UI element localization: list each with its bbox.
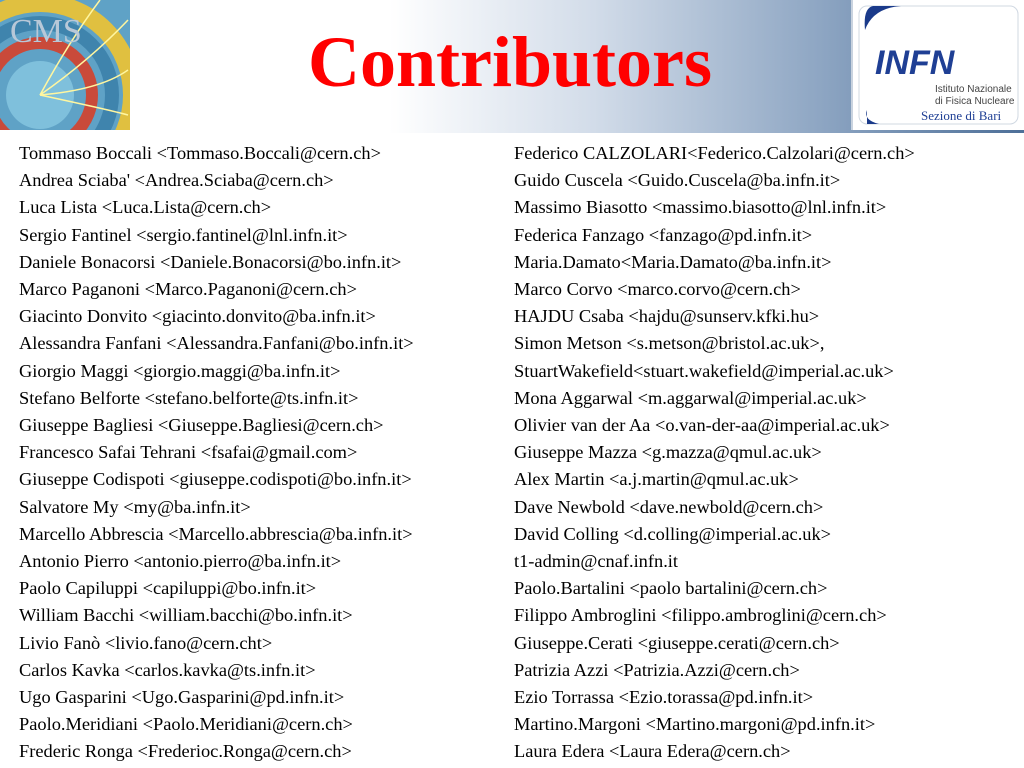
contributor-entry: StuartWakefield<stuart.wakefield@imperial.ac.uk>	[514, 360, 894, 381]
contributor-entry: Giuseppe Mazza <g.mazza@qmul.ac.uk>	[514, 442, 822, 463]
contributor-entry: Guido Cuscela <Guido.Cuscela@ba.infn.it>	[514, 170, 841, 191]
contributor-entry: Alex Martin <a.j.martin@qmul.ac.uk>	[514, 469, 799, 490]
contributor-entry: Giuseppe.Cerati <giuseppe.cerati@cern.ch>	[514, 632, 840, 653]
contributor-entry: Marco Paganoni <Marco.Paganoni@cern.ch>	[19, 279, 357, 300]
infn-logo-graphic	[853, 0, 1024, 130]
svg-text:Istituto Nazionale: Istituto Nazionale	[935, 84, 1012, 95]
contributor-entry: Maria.Damato<Maria.Damato@ba.infn.it>	[514, 251, 832, 272]
contributor-entry: Frederic Ronga <Frederioc.Ronga@cern.ch>	[19, 741, 352, 762]
contributor-entry: t1-admin@cnaf.infn.it	[514, 551, 679, 572]
contributor-entry: Mona Aggarwal <m.aggarwal@imperial.ac.uk>	[514, 387, 867, 408]
contributor-entry: Federico CALZOLARI<Federico.Calzolari@cern.ch>	[514, 143, 915, 163]
contributor-entry: HAJDU Csaba <hajdu@sunserv.kfki.hu>	[514, 306, 820, 327]
contributor-entry: Paolo.Bartalini <paolo bartalini@cern.ch>	[514, 578, 828, 599]
contributor-entry: Andrea Sciaba' <Andrea.Sciaba@cern.ch>	[19, 170, 334, 191]
contributor-entry: Livio Fanò <livio.fano@cern.cht>	[19, 632, 273, 653]
contributor-entry: Paolo Capiluppi <capiluppi@bo.infn.it>	[19, 578, 317, 599]
contributor-entry: Dave Newbold <dave.newbold@cern.ch>	[514, 496, 824, 517]
contributor-entry: Carlos Kavka <carlos.kavka@ts.infn.it>	[19, 659, 316, 680]
contributor-entry: Francesco Safai Tehrani <fsafai@gmail.com>	[19, 442, 358, 463]
svg-text:Sezione di Bari: Sezione di Bari	[921, 108, 1002, 123]
contributor-entry: Giacinto Donvito <giacinto.donvito@ba.infn.it>	[19, 306, 376, 327]
infn-logo	[851, 0, 1024, 130]
contributor-entry: Sergio Fantinel <sergio.fantinel@lnl.infn.it>	[19, 224, 348, 245]
contributor-entry: Marco Corvo <marco.corvo@cern.ch>	[514, 279, 801, 300]
contributor-entry: David Colling <d.colling@imperial.ac.uk>	[514, 523, 832, 544]
page-title: Contributors	[307, 22, 712, 102]
contributor-entry: Paolo.Meridiani <Paolo.Meridiani@cern.ch>	[19, 714, 353, 735]
contributor-entry: Tommaso Boccali <Tommaso.Boccali@cern.ch>	[19, 143, 381, 163]
contributor-entry: Marcello Abbrescia <Marcello.abbrescia@ba.infn.it>	[19, 523, 413, 544]
cms-logo	[0, 0, 130, 130]
svg-text:INFN: INFN	[875, 44, 955, 82]
cms-logo-graphic	[0, 0, 130, 130]
slide-header	[0, 0, 1024, 133]
contributor-entry: Alessandra Fanfani <Alessandra.Fanfani@bo.infn.it>	[19, 333, 414, 354]
contributor-entry: Giorgio Maggi <giorgio.maggi@ba.infn.it>	[19, 360, 341, 381]
contributor-entry: Laura Edera <Laura Edera@cern.ch>	[514, 741, 791, 762]
contributors-right-column	[514, 140, 915, 766]
contributor-entry: Daniele Bonacorsi <Daniele.Bonacorsi@bo.infn.it>	[19, 251, 402, 272]
contributor-entry: William Bacchi <william.bacchi@bo.infn.it>	[19, 605, 353, 626]
contributor-entry: Giuseppe Codispoti <giuseppe.codispoti@bo.infn.it>	[19, 469, 412, 490]
contributor-entry: Martino.Margoni <Martino.margoni@pd.infn.it>	[514, 714, 876, 735]
contributor-entry: Stefano Belforte <stefano.belforte@ts.infn.it>	[19, 387, 359, 408]
contributor-entry: Ugo Gasparini <Ugo.Gasparini@pd.infn.it>	[19, 687, 345, 708]
contributors-left-column	[19, 140, 414, 766]
svg-text:di Fisica Nucleare: di Fisica Nucleare	[935, 96, 1015, 107]
contributor-entry: Massimo Biasotto <massimo.biasotto@lnl.infn.it>	[514, 197, 887, 218]
contributor-entry: Simon Metson <s.metson@bristol.ac.uk>,	[514, 333, 825, 354]
contributor-entry: Luca Lista <Luca.Lista@cern.ch>	[19, 197, 272, 218]
contributor-entry: Salvatore My <my@ba.infn.it>	[19, 496, 251, 517]
contributor-entry: Olivier van der Aa <o.van-der-aa@imperial.ac.uk>	[514, 415, 890, 436]
svg-text:CMS: CMS	[10, 13, 82, 50]
contributor-entry: Federica Fanzago <fanzago@pd.infn.it>	[514, 224, 813, 245]
contributor-entry: Giuseppe Bagliesi <Giuseppe.Bagliesi@cern.ch>	[19, 415, 384, 436]
contributor-entry: Ezio Torrassa <Ezio.torassa@pd.infn.it>	[514, 687, 814, 708]
contributor-entry: Antonio Pierro <antonio.pierro@ba.infn.it>	[19, 551, 342, 572]
contributor-entry: Filippo Ambroglini <filippo.ambroglini@cern.ch>	[514, 605, 887, 626]
contributor-entry: Patrizia Azzi <Patrizia.Azzi@cern.ch>	[514, 659, 800, 680]
